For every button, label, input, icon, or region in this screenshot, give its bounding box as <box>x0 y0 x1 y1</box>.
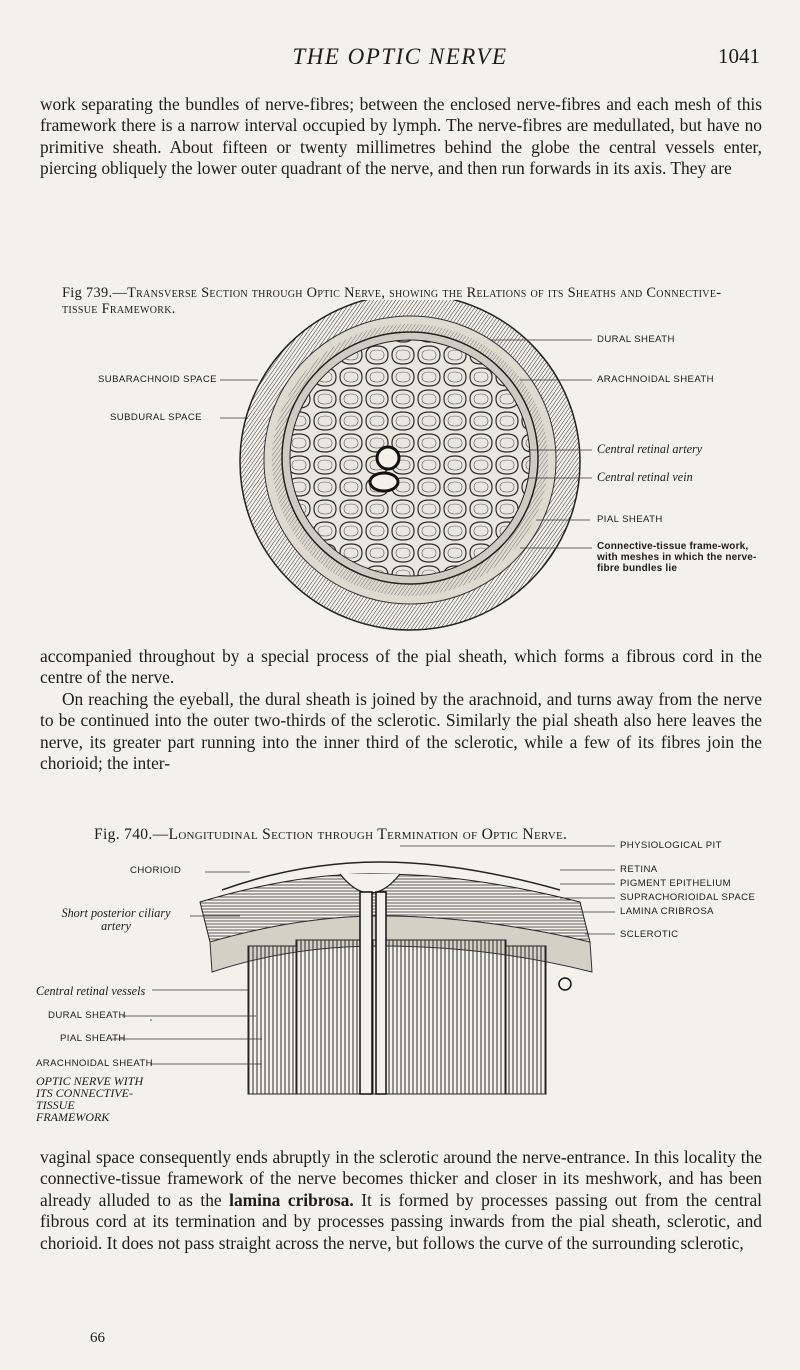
page-number: 1041 <box>718 44 760 68</box>
label-retina: RETINA <box>620 864 658 875</box>
paragraph-2 <box>40 646 762 774</box>
label-dural-sheath-739: DURAL SHEATH <box>597 334 675 345</box>
label-dural-sheath-740: DURAL SHEATH <box>48 1010 126 1021</box>
label-short-posterior-ciliary-artery: Short posterior ciliary artery <box>61 906 171 933</box>
figure-739-title: —Transverse Section through Optic Nerve, showing the Relations of its Sheaths and Connective-tissue Framework. <box>62 285 722 317</box>
paragraph-3-end: It is formed by processes passing out from the central fibrous cord at its termination and by processes passing inwards from the pial sheath, sclerotic, and chorioid. It does not pass straight across the nerve, but follows the curve of the surrounding sclerotic, <box>40 1189 762 1253</box>
label-central-retinal-vessels: Central retinal vessels <box>36 984 146 998</box>
paragraph-2a: accompanied throughout by a special process of the pial sheath, which forms a fibrous cord in the centre of the nerve. <box>40 646 762 688</box>
running-head <box>40 44 760 76</box>
label-subdural-space: SUBDURAL SPACE <box>110 412 202 423</box>
label-suprachorioidal-space: SUPRACHORIOIDAL SPACE <box>620 892 756 903</box>
term-lamina-cribrosa: lamina cribrosa. <box>229 1189 354 1210</box>
label-arachnoidal-sheath-739: ARACHNOIDAL SHEATH <box>597 374 715 385</box>
paragraph-3-start: vaginal space consequently ends abruptly in the sclerotic around the nerve-entrance. In this locality the connective-tissue framework of the nerve becomes thicker and closer in its meshwork, and has been already alluded to as the <box>40 1147 762 1210</box>
label-central-retinal-artery: Central retinal artery <box>597 442 703 456</box>
printer-signature: 66 <box>90 1330 105 1346</box>
paragraph-2b: On reaching the eyeball, the dural sheath is joined by the arachnoid, and turns away from the nerve to be continued into the outer two-thirds of the sclerotic. Similarly the pial sheath also here leaves the nerve, its greater part running into the inner third of the sclerotic, while a few of its fibres join the chorioid; the inter- <box>40 688 762 774</box>
label-physiological-pit: PHYSIOLOGICAL PIT <box>620 840 722 851</box>
running-title: THE OPTIC NERVE <box>292 44 508 69</box>
figure-739-number: Fig 739. <box>62 285 113 301</box>
paragraph-3 <box>40 1147 762 1254</box>
label-subarachnoid-space: SUBARACHNOID SPACE <box>98 374 217 385</box>
label-pial-sheath-740: PIAL SHEATH <box>60 1033 126 1044</box>
label-optic-nerve-framework: OPTIC NERVE WITH ITS CONNECTIVE- TISSUE FRAMEWORK <box>36 1074 144 1124</box>
label-sclerotic: SCLEROTIC <box>620 929 679 940</box>
label-lamina-cribrosa: LAMINA CRIBROSA <box>620 906 714 917</box>
label-chorioid: CHORIOID <box>130 865 182 876</box>
figure-740-number: Fig. 740. <box>94 826 153 843</box>
label-arachnoidal-sheath-740: ARACHNOIDAL SHEATH <box>36 1058 154 1069</box>
label-connective-tissue-framework: Connective-tissue frame-work, with meshes in which the nerve-fibre bundles lie <box>597 541 757 574</box>
label-pigment-epithelium: PIGMENT EPITHELIUM <box>620 878 731 889</box>
paragraph-1: work separating the bundles of nerve-fibres; between the enclosed nerve-fibres and each mesh of this framework there is a narrow interval occupied by lymph. The nerve-fibres are medullated, but have no primitive sheath. About fifteen or twenty millimetres behind the globe the central vessels enter, piercing obliquely the lower outer quadrant of the nerve, and then run forwards in its axis. They are <box>40 94 762 179</box>
label-pial-sheath-739: PIAL SHEATH <box>597 514 663 525</box>
label-central-retinal-vein: Central retinal vein <box>597 470 693 484</box>
figure-740-title: —Longitudinal Section through Termination of Optic Nerve. <box>152 826 568 843</box>
